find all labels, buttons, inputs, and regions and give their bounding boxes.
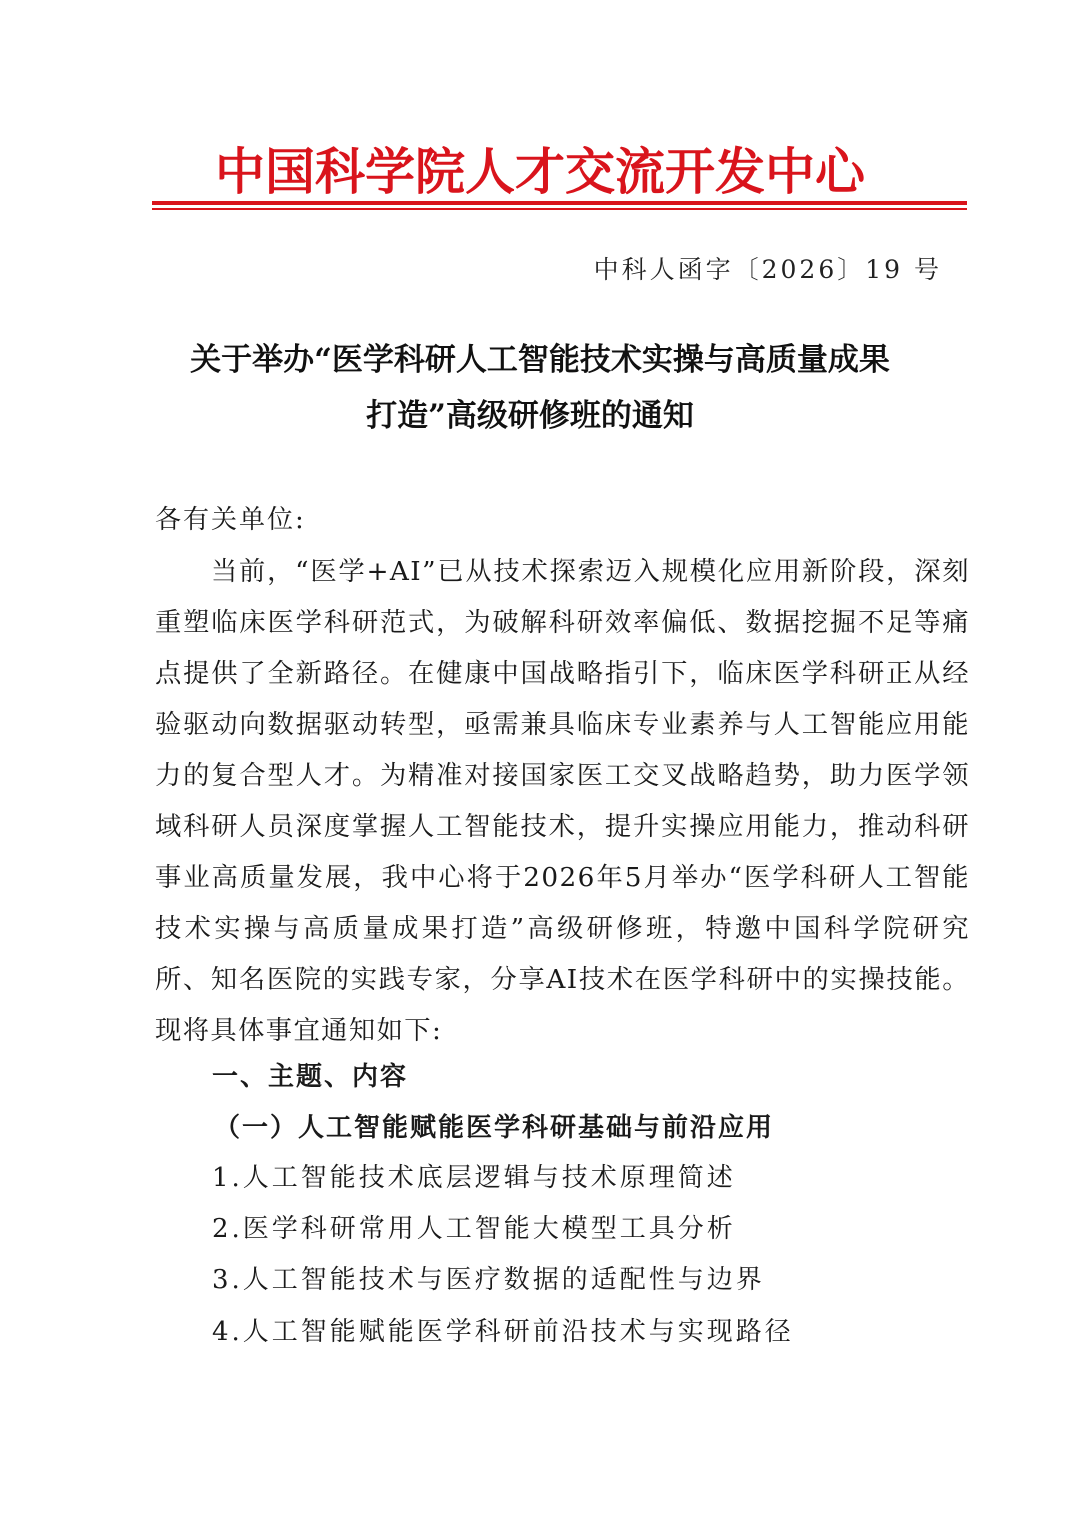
red-divider-thin <box>152 208 967 210</box>
section-heading: 一、主题、内容 <box>212 1062 409 1092</box>
list-item: 4.人工智能赋能医学科研前沿技术与实现路径 <box>212 1317 794 1347</box>
subsection-heading: （一）人工智能赋能医学科研基础与前沿应用 <box>214 1113 775 1143</box>
notice-title-line-1: 关于举办“医学科研人工智能技术实操与高质量成果 <box>190 342 890 378</box>
notice-title-line-2: 打造”高级研修班的通知 <box>366 398 694 434</box>
organization-header: 中国科学院人才交流开发中心 <box>215 143 865 201</box>
list-item: 3.人工智能技术与医疗数据的适配性与边界 <box>212 1265 765 1295</box>
body-paragraph: 当前，“医学+AI”已从技术探索迈入规模化应用新阶段，深刻重塑临床医学科研范式，为破解科研效率偏低、数据挖掘不足等痛点提供了全新路径。在健康中国战略指引下，临床医学科研正从经验驱动向数据驱动转型，亟需兼具临床专业素养与人工智能应用能力的复合型人才。为精准对接国家医工交叉战略趋势，助力医学领域科研人员深度掌握人工智能技术，提升实操应用能力，推动科研事业高质量发展，我中心将于2026年5月举办“医学科研人工智能技术实操与高质量成果打造”高级研修班，特邀中国科学院研究所、知名医院的实践专家，分享AI技术在医学科研中的实操技能。现将具体事宜通知如下: <box>155 557 970 1046</box>
list-item: 2.医学科研常用人工智能大模型工具分析 <box>212 1214 736 1244</box>
salutation: 各有关单位: <box>155 505 306 535</box>
document-number: 中科人函字〔2026〕19 号 <box>593 255 942 284</box>
red-divider-thick <box>152 201 967 205</box>
list-item: 1.人工智能技术底层逻辑与技术原理简述 <box>212 1163 736 1193</box>
